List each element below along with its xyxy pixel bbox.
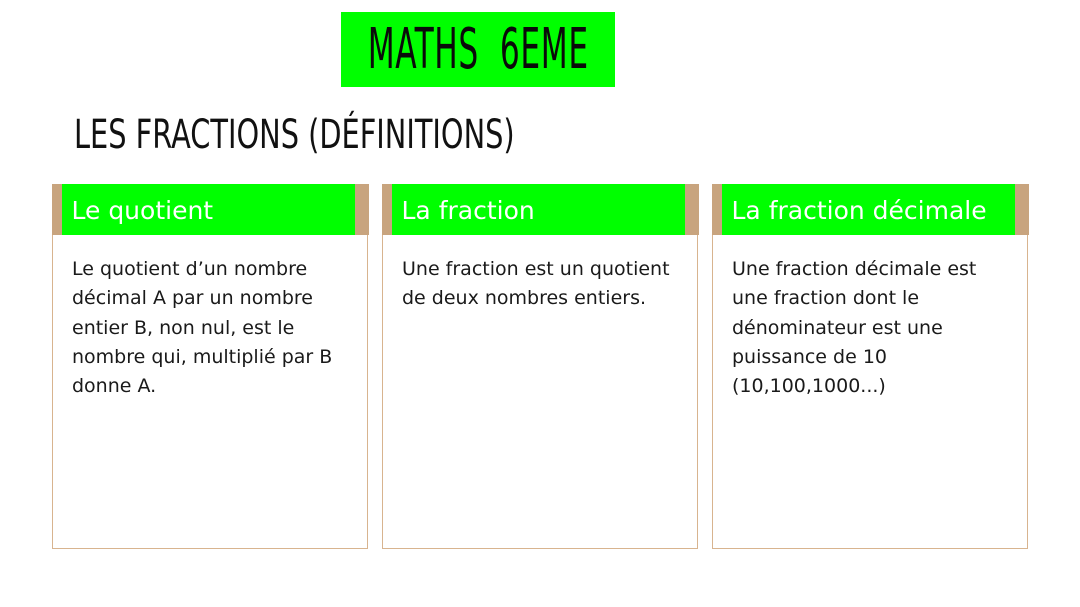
- card-title: Le quotient: [71, 195, 214, 225]
- card-header: [382, 184, 699, 235]
- card-text: Le quotient d’un nombre décimal A par un nombre entier B, non nul, est le nombre qui, multiplié par B donne A.: [72, 258, 333, 398]
- page-subtitle: LES FRACTIONS (DÉFINITIONS): [74, 112, 515, 158]
- card-header-highlight: [722, 184, 1015, 235]
- card-text: Une fraction décimale est une fraction dont le dénominateur est une puissance de 10 (10,100,1000...): [732, 258, 977, 398]
- card-title: La fraction: [401, 195, 535, 225]
- main-title: MATHS 6EME: [367, 17, 589, 82]
- card-header-highlight: [392, 184, 685, 235]
- card-title: La fraction décimale: [731, 195, 987, 225]
- card-text: Une fraction est un quotient de deux nombres entiers.: [402, 258, 670, 310]
- main-title-banner: [341, 12, 615, 87]
- card-header: [52, 184, 369, 235]
- definition-card-fraction: [382, 184, 698, 549]
- definition-card-decimal-fraction: [712, 184, 1028, 549]
- card-header-highlight: [62, 184, 355, 235]
- definition-card-quotient: [52, 184, 368, 549]
- card-header: [712, 184, 1029, 235]
